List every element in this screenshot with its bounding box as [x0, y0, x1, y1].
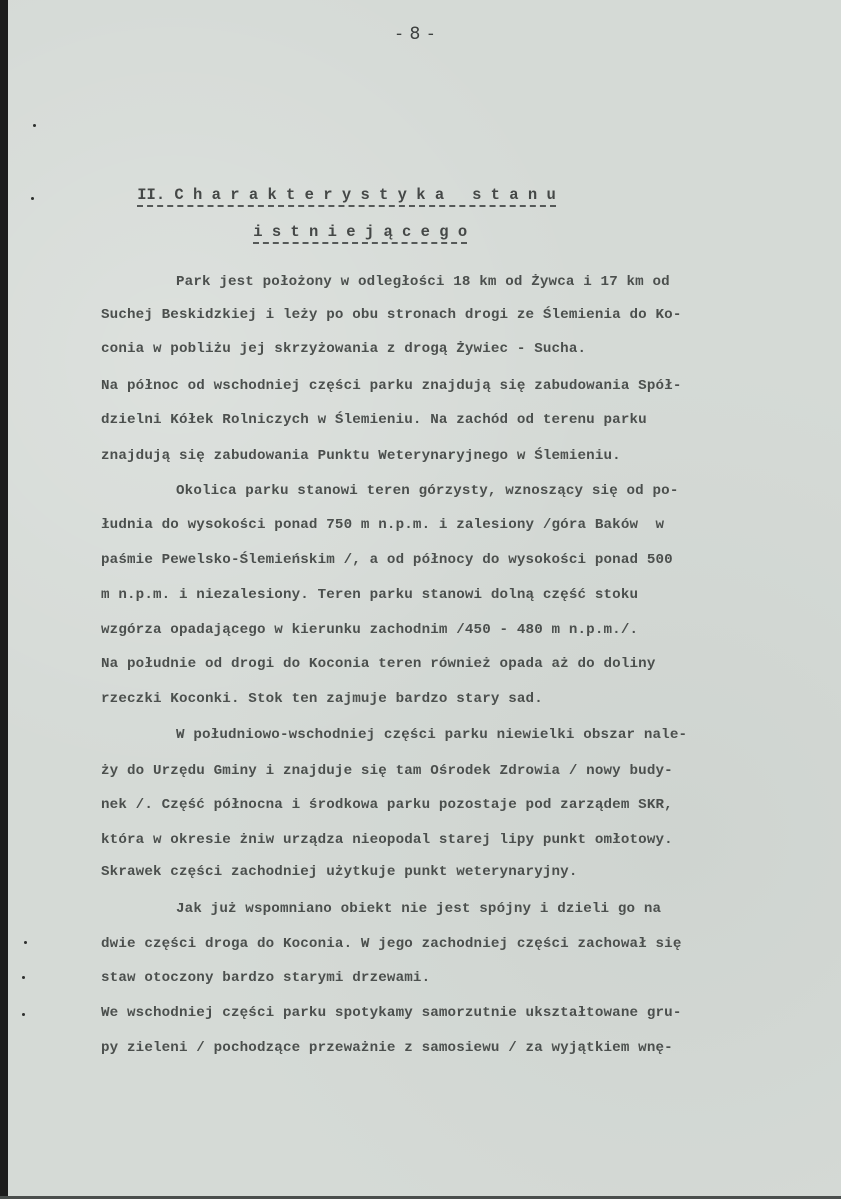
body-line: paśmie Pewelsko-Ślemieńskim /, a od północy do wysokości ponad 500 — [101, 552, 673, 568]
margin-mark — [22, 976, 25, 979]
page-number: - 8 - — [396, 24, 435, 44]
body-line: Na południe od drogi do Koconia teren również opada aż do doliny — [101, 656, 656, 672]
body-line: Park jest położony w odległości 18 km od Żywca i 17 km od — [176, 274, 670, 290]
body-line: We wschodniej części parku spotykamy samorzutnie ukształtowane gru- — [101, 1005, 682, 1021]
body-line: ży do Urzędu Gminy i znajduje się tam Ośrodek Zdrowia / nowy budy- — [101, 763, 673, 779]
margin-mark — [22, 1013, 25, 1016]
body-line: dzielni Kółek Rolniczych w Ślemieniu. Na zachód od terenu parku — [101, 412, 647, 428]
body-line: py zieleni / pochodzące przeważnie z samosiewu / za wyjątkiem wnę- — [101, 1040, 673, 1056]
body-line: która w okresie żniw urządza nieopodal starej lipy punkt omłotowy. — [101, 832, 673, 848]
margin-mark — [31, 197, 34, 200]
body-line: W południowo-wschodniej części parku niewielki obszar nale- — [176, 727, 688, 743]
body-line: Skrawek części zachodniej użytkuje punkt weterynaryjny. — [101, 864, 578, 880]
body-line: staw otoczony bardzo starymi drzewami. — [101, 970, 431, 986]
body-line: Suchej Beskidzkiej i leży po obu stronach drogi ze Ślemienia do Ko- — [101, 307, 682, 323]
body-line: Jak już wspomniano obiekt nie jest spójny i dzieli go na — [176, 901, 662, 917]
body-line: nek /. Część północna i środkowa parku pozostaje pod zarządem SKR, — [101, 797, 673, 813]
body-line: znajdują się zabudowania Punktu Weterynaryjnego w Ślemieniu. — [101, 448, 621, 464]
body-line: conia w pobliżu jej skrzyżowania z drogą Żywiec - Sucha. — [101, 341, 587, 357]
section-heading-line-2 — [216, 205, 467, 259]
body-line: łudnia do wysokości ponad 750 m n.p.m. i zalesiony /góra Baków w — [101, 517, 665, 533]
section-heading-text: II. C h a r a k t e r y s t y k a s t a n u — [137, 186, 556, 207]
body-line: m n.p.m. i niezalesiony. Teren parku stanowi dolną część stoku — [101, 587, 639, 603]
document-page — [8, 0, 841, 1196]
margin-mark — [33, 124, 36, 127]
body-line: Na północ od wschodniej części parku znajdują się zabudowania Spół- — [101, 378, 682, 394]
margin-mark — [24, 941, 27, 944]
body-line: Okolica parku stanowi teren górzysty, wznoszący się od po- — [176, 483, 679, 499]
body-line: rzeczki Koconki. Stok ten zajmuje bardzo stary sad. — [101, 691, 543, 707]
body-line: wzgórza opadającego w kierunku zachodnim /450 - 480 m n.p.m./. — [101, 622, 639, 638]
body-line: dwie części droga do Koconia. W jego zachodniej części zachował się — [101, 936, 682, 952]
section-heading-text: i s t n i e j ą c e g o — [253, 223, 467, 244]
